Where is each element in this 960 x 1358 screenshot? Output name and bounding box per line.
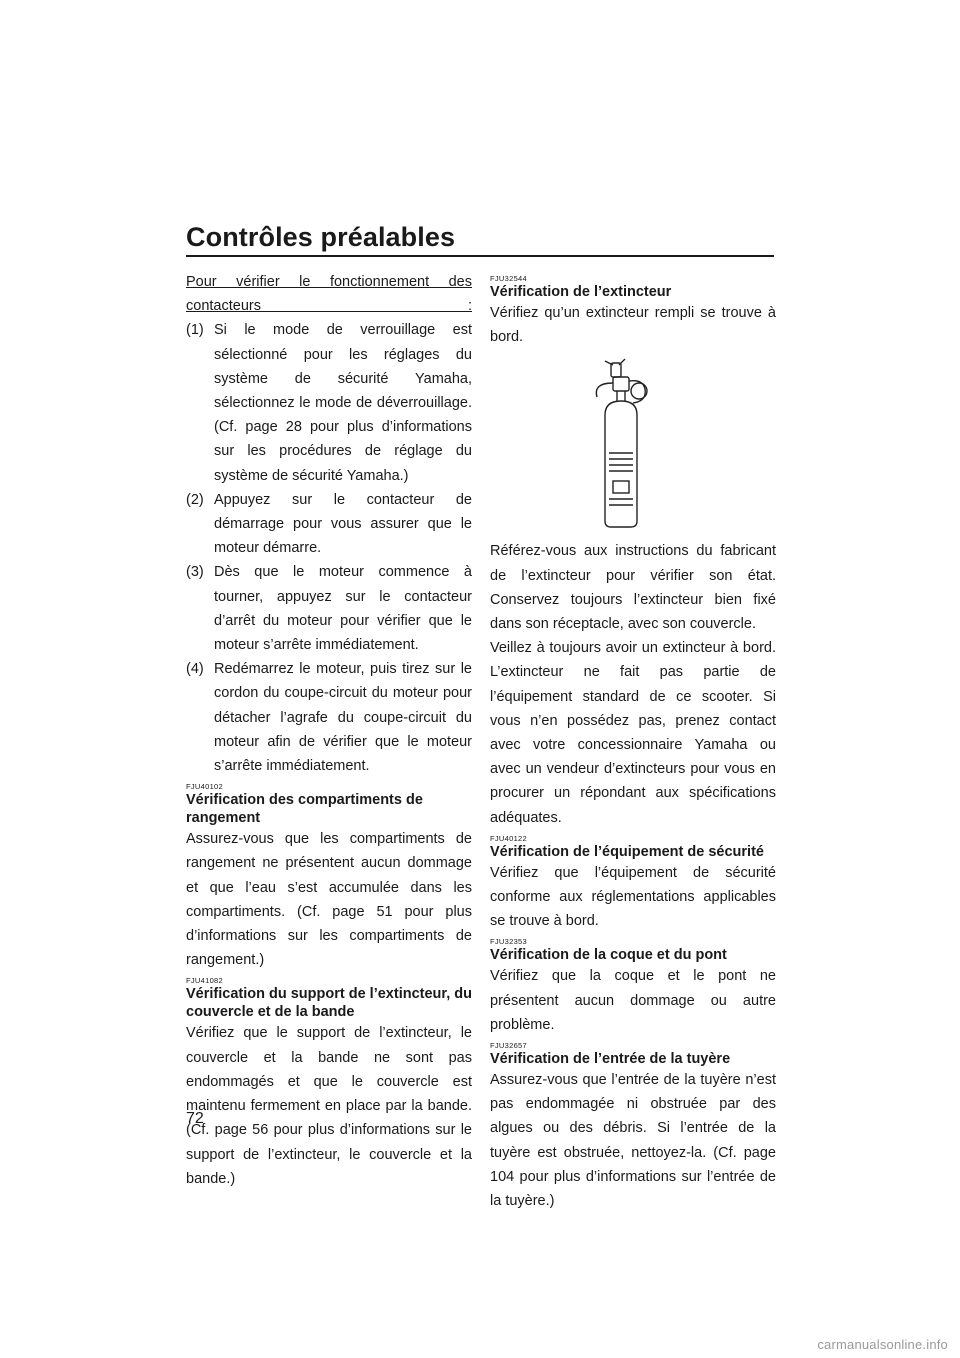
- step-text: Appuyez sur le contacteur de démarrage pour vous assurer que le moteur démarre.: [214, 491, 472, 557]
- section-extinguisher: [490, 274, 776, 830]
- extinguisher-instructions: Référez-vous aux instructions du fabricant de l’extincteur pour vérifier son état. Conservez toujours l’extincteur bien fixé dans son réceptacle, avec son couvercle.: [490, 543, 776, 633]
- page-number: 72: [186, 1110, 204, 1127]
- step-text: Si le mode de verrouillage est sélectionné pour les réglages du système de sécurité Yamaha, sélectionnez le mode de déverrouillage. (Cf. page 28 pour plus d’informations sur les procédures de réglage du système de sécurité Yamaha.): [214, 322, 472, 484]
- fire-extinguisher-icon: [573, 357, 693, 533]
- fire-extinguisher-illustration: [490, 357, 776, 533]
- section-body: Assurez-vous que les compartiments de rangement ne présentent aucun dommage et que l’eau s’est accumulée dans les compartiments. (Cf. page 51 pour plus d’informations sur les compartiments de rangement.): [186, 831, 472, 969]
- section-hull-deck: [490, 937, 776, 1037]
- watermark-url[interactable]: carmanualsonline.info: [817, 1337, 948, 1352]
- section-code: FJU32353: [490, 937, 528, 947]
- step-text: Dès que le moteur commence à tourner, appuyez sur le contacteur d’arrêt du moteur pour vérifier que le moteur s’arrête immédiatement.: [214, 564, 472, 654]
- section-heading: Vérification de l’entrée de la tuyère: [490, 1051, 731, 1068]
- section-code: FJU32657: [490, 1041, 528, 1051]
- section-body: Vérifiez que l’équipement de sécurité conforme aux réglementations applicables se trouve à bord.: [490, 864, 776, 930]
- page-title: Contrôles préalables: [186, 222, 456, 252]
- switch-check-intro: Pour vérifier le fonctionnement des contacteurs :: [186, 274, 472, 315]
- step-number: (3): [186, 564, 204, 581]
- section-code: FJU41082: [186, 976, 224, 986]
- step-number: (1): [186, 322, 204, 339]
- right-column: [490, 270, 776, 1213]
- step-item: [186, 560, 472, 657]
- title-rule: [186, 255, 774, 257]
- step-item: [186, 657, 472, 778]
- section-storage: [186, 782, 472, 972]
- section-body: Vérifiez que la coque et le pont ne présentent aucun dommage ou autre problème.: [490, 968, 776, 1033]
- section-body: Assurez-vous que l’entrée de la tuyère n’est pas endommagée ni obstruée par des algues ou des débris. Si l’entrée de la tuyère est obstruée, nettoyez-la. (Cf. page 104 pour plus d’informations sur l’entrée de la tuyère.): [490, 1072, 776, 1210]
- section-extinguisher-holder: [186, 976, 472, 1190]
- section-body: Vérifiez que le support de l’extincteur, le couvercle et la bande ne sont pas endommagés et que le couvercle est maintenu fermement en place par la bande. (Cf. page 56 pour plus d’informations sur le support de l’extincteur, le couvercle et la bande.): [186, 1025, 472, 1187]
- section-code: FJU40122: [490, 833, 528, 843]
- section-code: FJU40102: [186, 782, 224, 792]
- step-item: [186, 318, 472, 487]
- step-text: Redémarrez le moteur, puis tirez sur le cordon du coupe-circuit du moteur pour détacher l’agrafe du coupe-circuit du moteur afin de vérifier que le moteur s’arrête immédiatement.: [214, 661, 472, 775]
- left-column: [186, 270, 472, 1191]
- switch-check-steps: [186, 318, 472, 778]
- section-heading: Vérification du support de l’extincteur, du couvercle et de la bande: [186, 986, 473, 1021]
- section-heading: Vérification de la coque et du pont: [490, 947, 727, 964]
- section-jet-intake: [490, 1041, 776, 1213]
- section-heading: Vérification des compartiments de rangement: [186, 792, 423, 827]
- section-heading: Vérification de l’équipement de sécurité: [490, 843, 764, 860]
- step-item: [186, 488, 472, 561]
- section-body: Vérifiez qu’un extincteur rempli se trouve à bord.: [490, 305, 776, 346]
- section-heading: Vérification de l’extincteur: [490, 284, 672, 300]
- section-code: FJU32544: [490, 274, 528, 283]
- step-number: (2): [186, 491, 204, 508]
- extinguisher-onboard-notice: Veillez à toujours avoir un extincteur à bord. L’extincteur ne fait pas partie de l’équipement standard de ce scooter. Si vous n’en possédez pas, prenez contact avec votre concessionnaire Yamaha ou avec un vendeur d’extincteurs pour vous en procurer un répondant aux spécifications adéquates.: [490, 640, 776, 826]
- section-safety-equipment: [490, 834, 776, 934]
- step-number: (4): [186, 661, 204, 678]
